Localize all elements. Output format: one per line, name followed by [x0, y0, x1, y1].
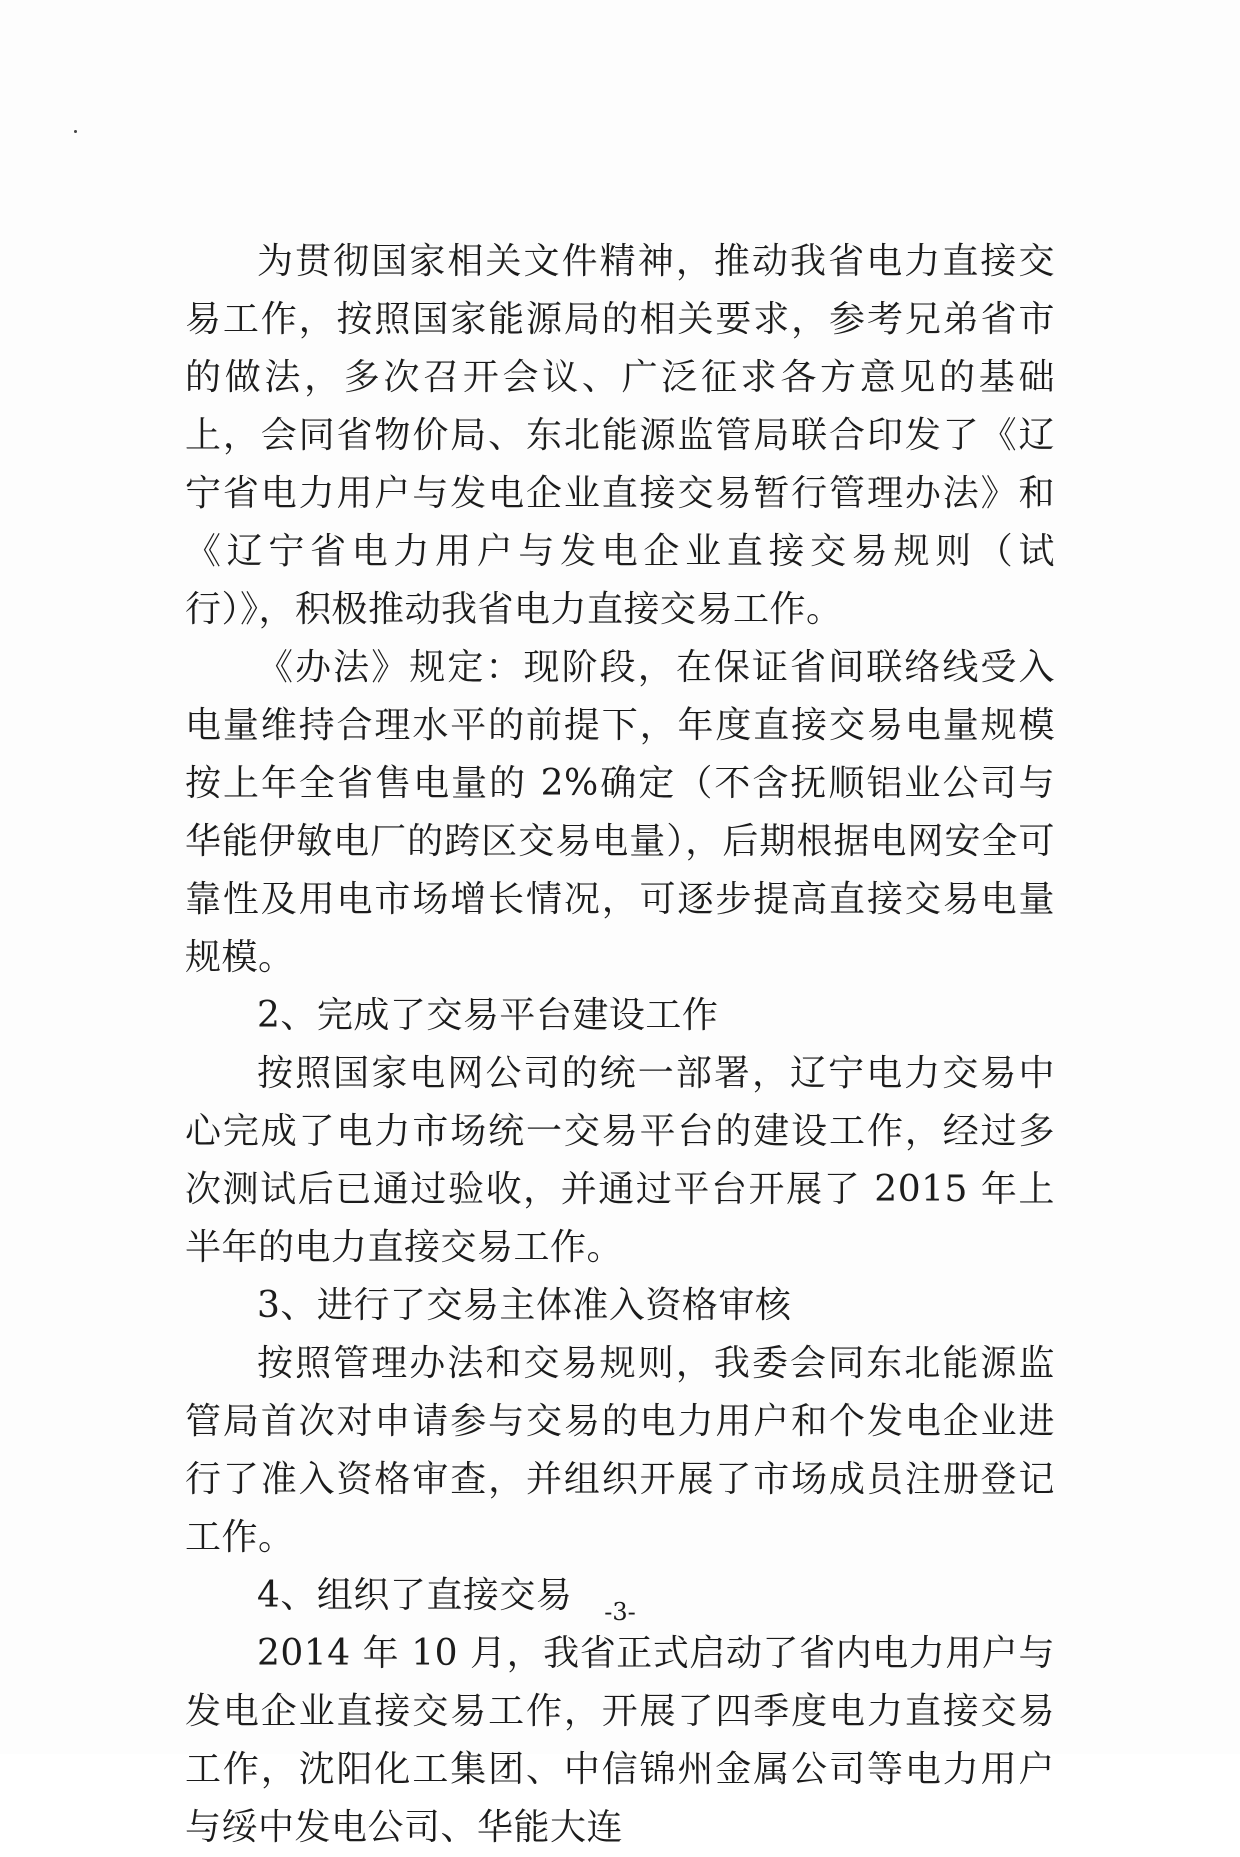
section-heading-platform: 2、完成了交易平台建设工作 — [257, 995, 719, 1036]
paragraph-qualification: 按照管理办法和交易规则，我委会同东北能源监管局首次对申请参与交易的电力用户和个发电企业进行了准入资格审查，并组织开展了市场成员注册登记工作。 — [185, 1343, 1055, 1558]
section-heading-direct-trading: 4、组织了直接交易 — [257, 1575, 573, 1616]
paragraph-platform: 按照国家电网公司的统一部署，辽宁电力交易中心完成了电力市场统一交易平台的建设工作，经过多次测试后已通过验收，并通过平台开展了 2015 年上半年的电力直接交易工作。 — [185, 1053, 1055, 1268]
paragraph-direct-trading: 2014 年 10 月，我省正式启动了省内电力用户与发电企业直接交易工作，开展了四季度电力直接交易工作，沈阳化工集团、中信锦州金属公司等电力用户与绥中发电公司、华能大连 — [185, 1633, 1055, 1848]
section-heading-qualification: 3、进行了交易主体准入资格审核 — [257, 1285, 792, 1326]
scan-speck — [74, 130, 77, 133]
page-number: -3- — [604, 1598, 636, 1626]
paragraph-measures-rule: 《办法》规定：现阶段，在保证省间联络线受入电量维持合理水平的前提下，年度直接交易电量规模按上年全省售电量的 2%确定（不含抚顺铝业公司与华能伊敏电厂的跨区交易电量），后期根据电网安全可靠性及用电市场增长情况，可逐步提高直接交易电量规模。 — [185, 647, 1055, 978]
paragraph-background: 为贯彻国家相关文件精神，推动我省电力直接交易工作，按照国家能源局的相关要求，参考兄弟省市的做法，多次召开会议、广泛征求各方意见的基础上，会同省物价局、东北能源监管局联合印发了《辽宁省电力用户与发电企业直接交易暂行管理办法》和《辽宁省电力用户与发电企业直接交易规则（试行）》，积极推动我省电力直接交易工作。 — [185, 241, 1055, 630]
